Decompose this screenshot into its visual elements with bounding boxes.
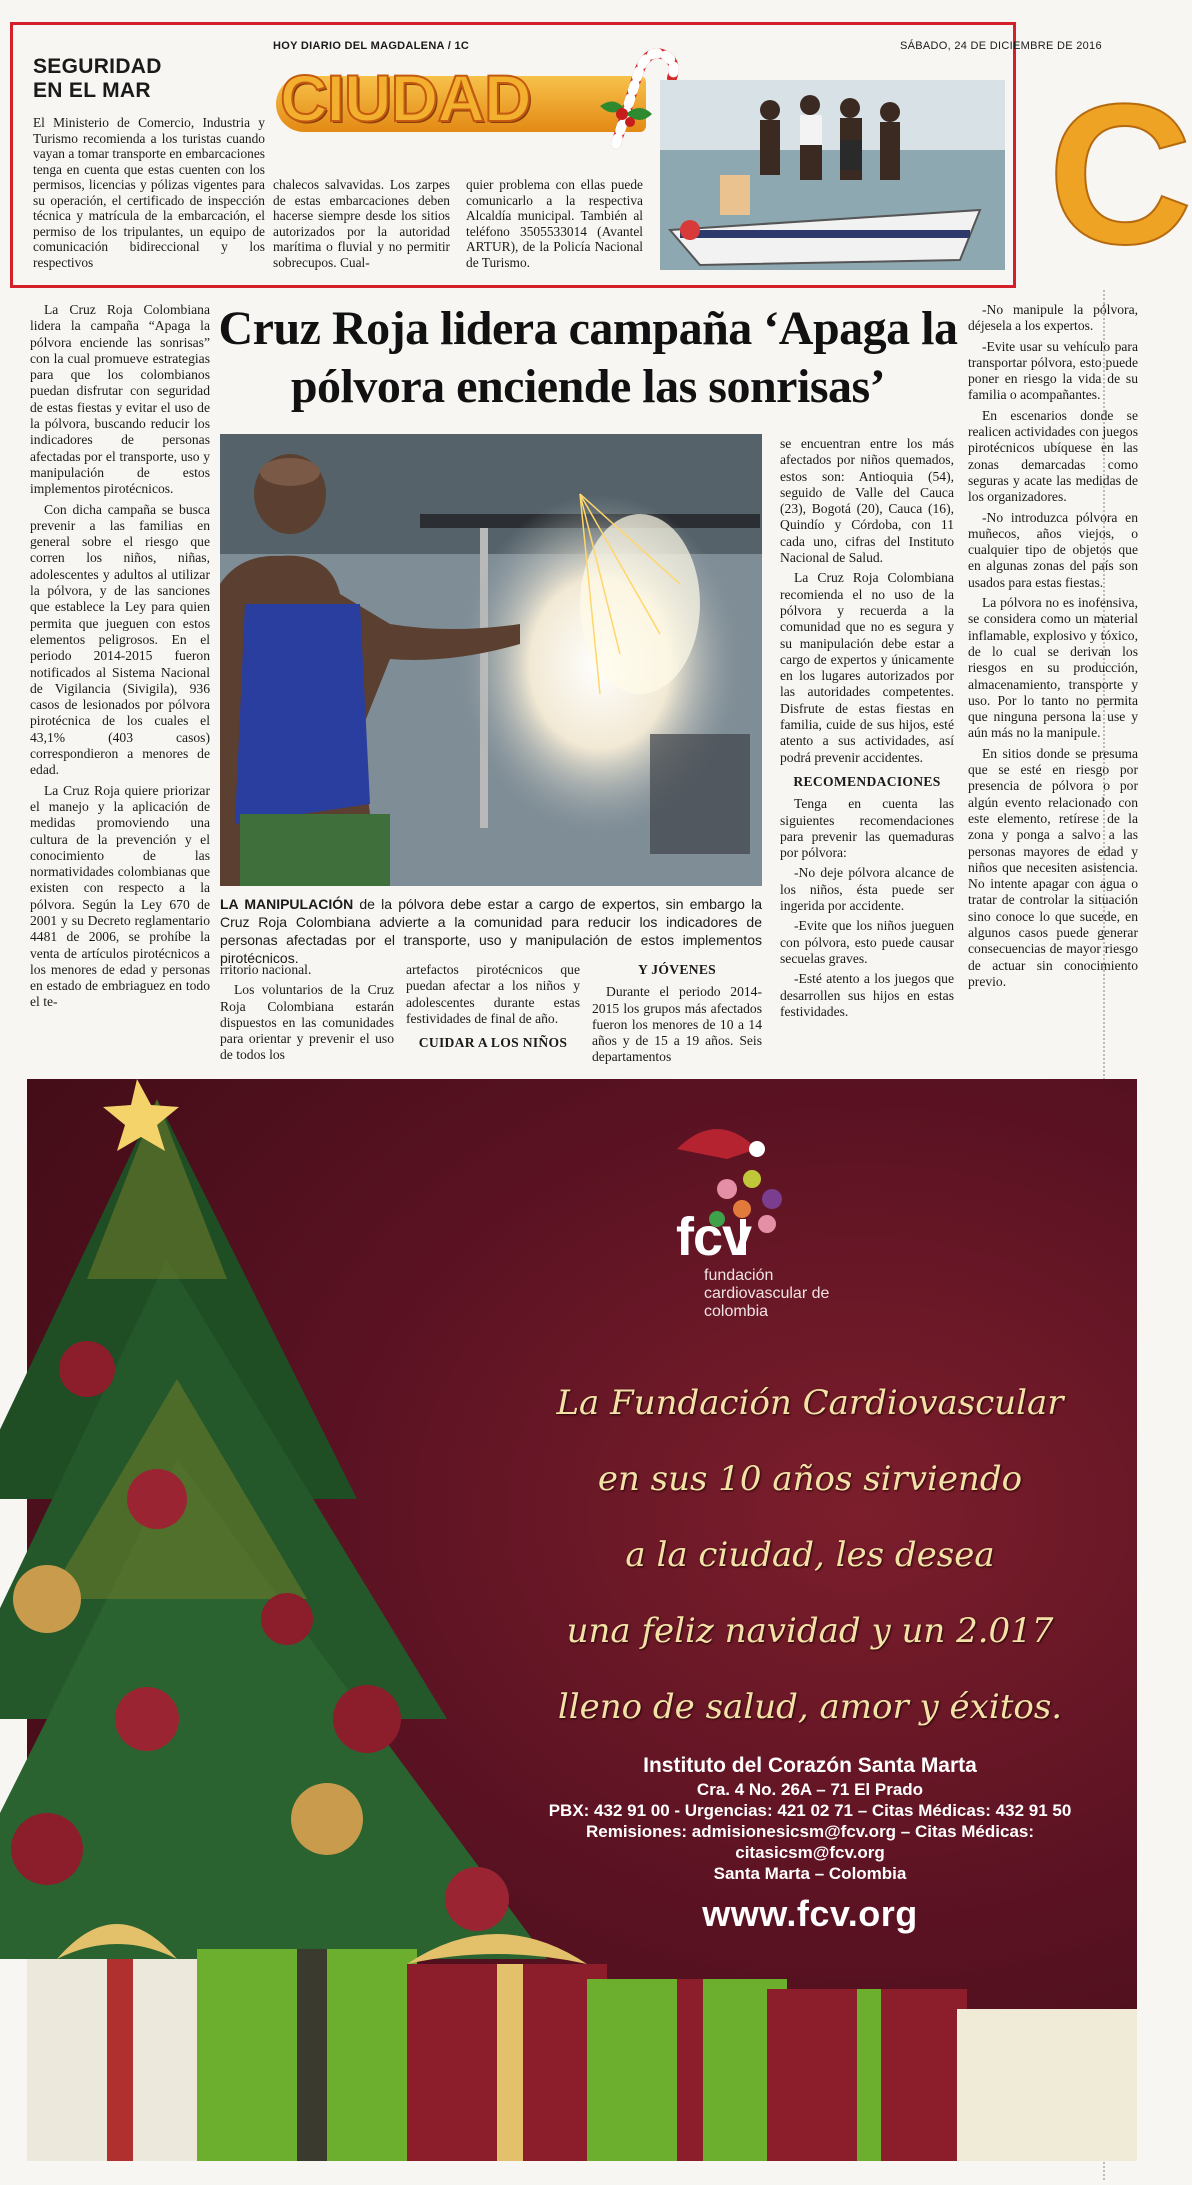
brief-column-1: El Ministerio de Comercio, Industria y Turismo recomienda a los turistas cuando vayan a tomar transporte en embarcaciones tenga en cuenta que estas cuenten con los permisos, licencias y pólizas vigentes para su operación, el certificado de inspección técnica y matrícula de la embarcación, el permiso de los tripulantes, un equipo de comunicación bidireccional y los respectivos: [33, 115, 265, 270]
subhead-jovenes: Y JÓVENES: [637, 962, 717, 977]
issue-date: SÁBADO, 24 DE DICIEMBRE DE 2016: [900, 40, 1102, 52]
fireworks-photo: [220, 434, 762, 886]
brief-column-3: quier problema con ellas puede comunicarlo a la respectiva Alcaldía municipal. También al teléfono 3505533014 (Avantel ARTUR), de la Policía Nacional de Turismo.: [466, 177, 643, 270]
subhead-recomendaciones: RECOMENDACIONES: [793, 773, 941, 789]
article-headline: Cruz Roja lidera campaña ‘Apaga la pólvora enciende las sonrisas’: [218, 302, 958, 413]
fcv-logo-text: fcv: [676, 1207, 752, 1267]
brief-title: SEGURIDAD EN EL MAR: [33, 55, 162, 102]
article-column-6: -No manipule la pólvora, déjesela a los expertos. -Evite usar su vehículo para transportar pólvora, esto puede poner en riesgo la vida de su familia o acompañantes. En escenarios donde se realicen actividades con juegos pirotécnicos ubíquese en las zonas demarcadas como seguras y acate las medidas de los organizadores. -No introduzca pólvora en muñecos, años viejos, o cualquier tipo de objetos que en algunas zonas del país son usados para estas fiestas. La pólvora no es inofensiva, se considera como un material inflamable, explosivo y tóxico, de lo cual se derivan los riesgos en su producción, almacenamiento, transporte y uso. Por lo tanto no permita que ninguna persona la use y aún más no la manipule. En sitios donde se presuma que se esté en riesgo por presencia de pólvora o por algún evento relacionado con este elemento, retírese de la zona y ponga a salvo a las personas mayores de edad y niños que necesiten asistencia. No intente apagar con agua o tratar de controlar la situación sino conoce lo que sucede, en algunos casos puede generar consecuencias de mayor riesgo de actuar sin conocimiento previo.: [968, 302, 1138, 989]
ad-contact-block: [480, 1753, 1140, 1884]
article-column-5: se encuentran entre los más afectados por niños quemados, estos son: Antioquia (54), seguido de Valle del Cauca (23), Bogotá (20), Cauca (16), Quindío y Córdoba, con 11 cada uno, cifras del Instituto Nacional de Salud. La Cruz Roja Colombiana recomienda el no uso de la pólvora y recuerda a la comunidad que no es segura y su manipulación debe estar a cargo de expertos y únicamente en los lugares autorizados por las autoridades competentes. Disfrute de estas fiestas en familia, cuide de sus hijos, esté atento a sus actividades, así podrá prevenir accidentes. RECOMENDACIONES Tenga en cuenta las siguientes recomendaciones para prevenir las quemaduras por pólvora: -No deje pólvora alcance de los niños, ésta puede ser ingerida por accidente. -Evite que los niños jueguen con pólvora, esto puede causar secuelas graves. -Esté atento a los juegos que desarrollen sus hijos en estas festividades.: [780, 436, 954, 1019]
fcv-logo-subtitle: fundación cardiovascular de colombia: [704, 1267, 830, 1320]
ad-remisiones: Remisiones: admisionesicsm@fcv.org – Citas Médicas:: [585, 1822, 1035, 1841]
article-column-3: artefactos pirotécnicos que puedan afectar a los niños y adolescentes durante estas festividades de final de año. CUIDAR A LOS NIÑOS: [406, 962, 580, 1051]
ad-city: Santa Marta – Colombia: [713, 1864, 907, 1883]
article-column-2: rritorio nacional. Los voluntarios de la Cruz Roja Colombiana estarán dispuestos en las comunidades para orientar y prevenir el uso de todos los: [220, 962, 394, 1063]
running-head: HOY DIARIO DEL MAGDALENA / 1C: [273, 40, 470, 52]
brief-column-2: chalecos salvavidas. Los zarpes de estas embarcaciones deben hacerse siempre desde los sitios autorizados por la autoridad marítima o fluvial y no permitir sobrecupos. Cual-: [273, 177, 450, 270]
christmas-tree-icon: [0, 1079, 547, 1959]
boat-photo: [660, 80, 1005, 270]
ad-greeting: La Fundación Cardiovascular en sus 10 años sirviendo a la ciudad, les desea una feliz navidad y un 2.017 lleno de salud, amor y éxitos.: [556, 1383, 1064, 1727]
article-column-1: La Cruz Roja Colombiana lidera la campaña “Apaga la pólvora enciende las sonrisas” con la cual promueve estrategias para que los colombianos puedan disfrutar con seguridad de estas fiestas y evitar el uso de la pólvora, buscando reducir los indicadores de personas afectadas por el transporte, uso y manipulación de estos implementos pirotécnicos. Con dicha campaña se busca prevenir a las familias en general sobre el riesgo que corren los niños, niñas, adolescentes y adultos al utilizar la pólvora, y de las sanciones que establece la Ley para quien permita que jueguen con estos elementos peligrosos. En el periodo 2014-2015 fueron notificados al Sistema Nacional de Vigilancia (Sivigila), 936 casos de lesionados por pólvora pirotécnica de los cuales el 43,1% (403 casos) correspondieron a menores de edad. La Cruz Roja quiere priorizar el manejo y la aplicación de medidas promoviendo una cultura de la prevención y el conocimiento de las normatividades colombianas que existen con respecto a la pólvora. Según la Ley 670 de 2001 y su Decreto reglamentario 4481 de 2006, se prohíbe la venta de artículos pirotécnicos a los menores de edad y personas en estado de embriaguez en todo el te-: [30, 302, 210, 1010]
ad-phones: PBX: 432 91 00 - Urgencias: 421 02 71 – Citas Médicas: 432 91 50: [548, 1801, 1072, 1820]
subhead-cuidar: CUIDAR A LOS NIÑOS: [418, 1035, 568, 1051]
section-letter: C: [1048, 63, 1192, 286]
article-column-4: Y JÓVENES Durante el periodo 2014-2015 los grupos más afectados fueron los menores de 10 a 14 años y de 15 a 19 años. Seis departamentos: [592, 962, 762, 1065]
ad-citas-email: citasicsm@fcv.org: [735, 1843, 885, 1862]
section-name: CIUDAD: [280, 61, 531, 135]
photo-caption: LA MANIPULACIÓN de la pólvora debe estar a cargo de expertos, sin embargo la Cruz Roja Colombiana advierte a la comunidad para reducir los indicadores de personas afectadas por el transporte, uso y manipulación de estos implementos pirotécnicos.: [220, 896, 762, 966]
ad-address: Cra. 4 No. 26A – 71 El Prado: [696, 1780, 924, 1799]
ad-institute: Instituto del Corazón Santa Marta: [643, 1754, 977, 1777]
ad-website-link[interactable]: www.fcv.org: [702, 1893, 918, 1934]
